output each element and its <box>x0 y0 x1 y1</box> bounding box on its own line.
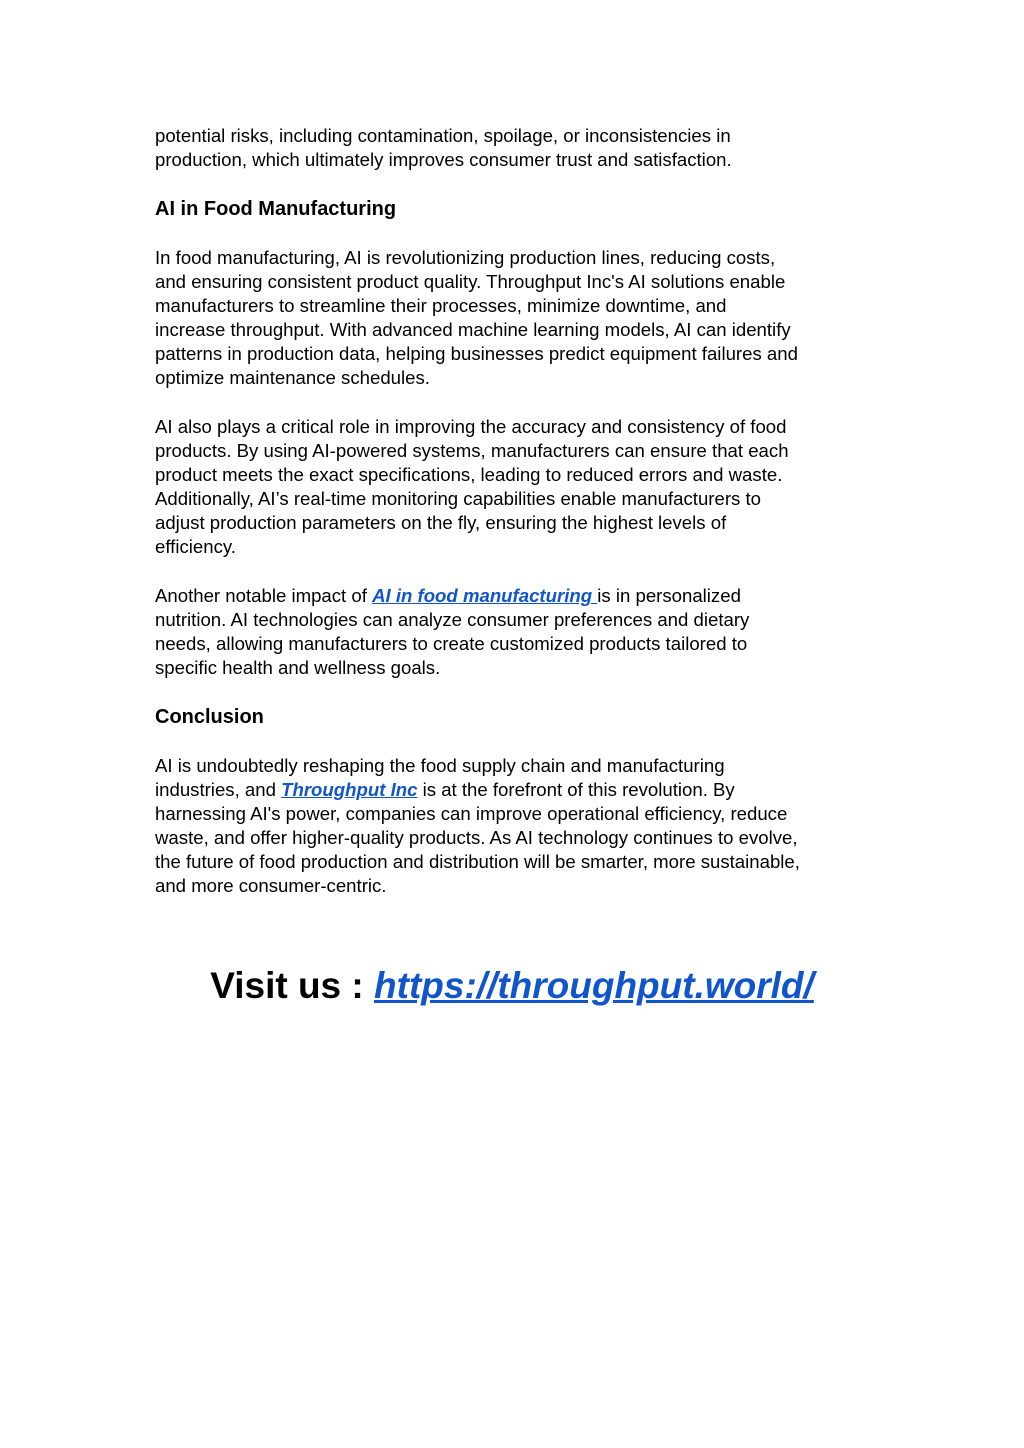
document-body <box>155 124 885 898</box>
visit-us-label: Visit us : <box>210 965 375 1006</box>
website-link[interactable]: https://throughput.world/ <box>374 965 814 1006</box>
manufacturing-paragraph-3 <box>155 584 885 680</box>
manufacturing-paragraph-2: AI also plays a critical role in improving the accuracy and consistency of food products. By using AI-powered systems, manufacturers can ensure that each product meets the exact specifications, leading to reduced errors and waste. Additionally, AI’s real-time monitoring capabilities enable manufacturers to adjust production parameters on the fly, ensuring the highest levels of efficiency. <box>155 416 789 557</box>
conclusion-paragraph <box>155 754 885 898</box>
ai-food-manufacturing-link[interactable]: AI in food manufacturing <box>372 585 598 606</box>
intro-paragraph: potential risks, including contamination, spoilage, or inconsistencies in production, which ultimately improves consumer trust and satisfaction. <box>155 125 732 170</box>
paragraph-3-lead-text: Another notable impact of <box>155 585 373 606</box>
conclusion-heading: Conclusion <box>155 706 264 728</box>
throughput-inc-link[interactable]: Throughput Inc <box>281 779 418 800</box>
manufacturing-paragraph-1: In food manufacturing, AI is revolutionizing production lines, reducing costs, and ensuring consistent product quality. Throughput Inc's AI solutions enable manufacturers to streamline their processes, minimize downtime, and increase throughput. With advanced machine learning models, AI can identify patterns in production data, helping businesses predict equipment failures and optimize maintenance schedules. <box>155 247 798 388</box>
conclusion-trailing-text: is at the forefront of this revolution. By harnessing AI's power, companies can improve operational efficiency, reduce waste, and offer higher-quality products. As AI technology continues to evolve, the future of food production and distribution will be smarter, more sustainable, and more consumer-centric. <box>155 779 800 896</box>
visit-us-line <box>0 962 1024 1010</box>
manufacturing-heading: AI in Food Manufacturing <box>155 198 397 220</box>
paragraph-3-trailing-text: is in personalized nutrition. AI technologies can analyze consumer preferences and dietary needs, allowing manufacturers to create customized products tailored to specific health and wellness goals. <box>155 585 750 678</box>
conclusion-lead-text: AI is undoubtedly reshaping the food supply chain and manufacturing industries, and <box>155 755 725 800</box>
